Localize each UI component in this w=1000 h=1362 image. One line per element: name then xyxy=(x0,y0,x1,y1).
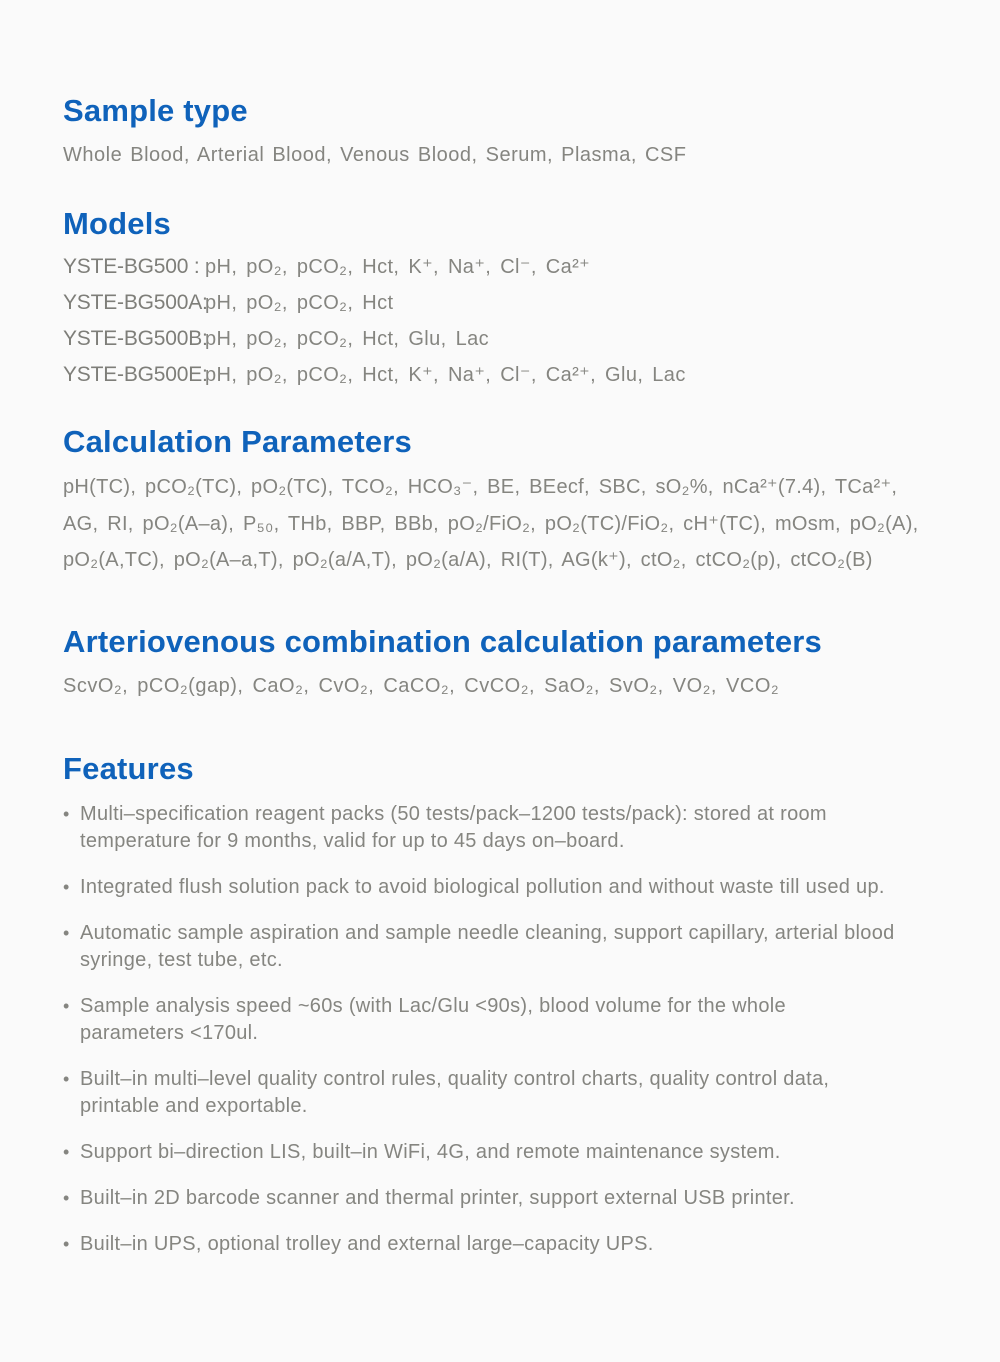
feature-line: temperature for 9 months, valid for up to 45 days on–board. xyxy=(80,829,625,852)
feature-bullet xyxy=(63,1231,970,1258)
features-list xyxy=(63,801,970,1258)
feature-bullet xyxy=(63,993,970,1047)
calculation-parameters-line: pO₂(A,TC), pO₂(A–a,T), pO₂(a/A,T), pO₂(a/A), RI(T), AG(k⁺), ctO₂, ctCO₂(p), ctCO₂(B) xyxy=(63,549,873,572)
feature-line: Multi–specification reagent packs (50 tests/pack–1200 tests/pack): stored at room xyxy=(80,802,827,825)
feature-line: Sample analysis speed ~60s (with Lac/Glu <90s), blood volume for the whole xyxy=(80,994,786,1017)
bullet-icon: • xyxy=(63,1141,70,1162)
feature-line: Support bi–direction LIS, built–in WiFi, 4G, and remote maintenance system. xyxy=(80,1140,781,1163)
feature-line: parameters <170ul. xyxy=(80,1021,259,1044)
section-title-arteriovenous: Arteriovenous combination calculation parameters xyxy=(63,623,822,659)
feature-bullet xyxy=(63,920,970,974)
feature-text xyxy=(80,1139,781,1166)
bullet-icon: • xyxy=(63,1187,70,1208)
section-title-calculation-parameters: Calculation Parameters xyxy=(63,424,412,460)
feature-text xyxy=(80,801,827,855)
feature-text xyxy=(80,920,895,974)
sample-type-body: Whole Blood, Arterial Blood, Venous Blood, Serum, Plasma, CSF xyxy=(63,144,687,167)
section-title-models: Models xyxy=(63,206,171,242)
feature-bullet xyxy=(63,1139,970,1166)
arteriovenous-parameters: ScvO₂, pCO₂(gap), CaO₂, CvO₂, CaCO₂, CvCO₂, SaO₂, SvO₂, VO₂, VCO₂ xyxy=(63,674,780,697)
bullet-icon: • xyxy=(63,995,70,1016)
model-name: YSTE-BG500E: xyxy=(63,363,208,387)
feature-line: syringe, test tube, etc. xyxy=(80,948,283,971)
feature-bullet xyxy=(63,1185,970,1212)
bullet-icon: • xyxy=(63,1233,70,1254)
feature-text xyxy=(80,1231,654,1258)
feature-line: Built–in 2D barcode scanner and thermal printer, support external USB printer. xyxy=(80,1186,795,1209)
model-params: pH, pO₂, pCO₂, Hct, K⁺, Na⁺, Cl⁻, Ca²⁺, Glu, Lac xyxy=(205,364,686,387)
calculation-parameters-list xyxy=(63,469,970,579)
model-row xyxy=(63,321,970,357)
feature-bullet xyxy=(63,801,970,855)
feature-line: Built–in multi–level quality control rules, quality control charts, quality control data, xyxy=(80,1067,830,1090)
calculation-parameters-line: pH(TC), pCO₂(TC), pO₂(TC), TCO₂, HCO₃⁻, BE, BEecf, SBC, sO₂%, nCa²⁺(7.4), TCa²⁺, xyxy=(63,476,898,499)
model-row xyxy=(63,285,970,321)
model-params: pH, pO₂, pCO₂, Hct, K⁺, Na⁺, Cl⁻, Ca²⁺ xyxy=(205,256,591,279)
section-title-features: Features xyxy=(63,750,194,786)
feature-bullet xyxy=(63,1066,970,1120)
feature-text xyxy=(80,874,885,901)
feature-text xyxy=(80,1185,795,1212)
model-row xyxy=(63,357,970,393)
feature-text xyxy=(80,993,786,1047)
bullet-icon: • xyxy=(63,876,70,897)
bullet-icon: • xyxy=(63,922,70,943)
feature-line: printable and exportable. xyxy=(80,1094,308,1117)
model-name: YSTE-BG500B: xyxy=(63,327,208,351)
model-params: pH, pO₂, pCO₂, Hct, Glu, Lac xyxy=(205,328,490,351)
model-row xyxy=(63,249,970,285)
feature-line: Automatic sample aspiration and sample needle cleaning, support capillary, arterial blood xyxy=(80,921,895,944)
model-name: YSTE-BG500 : xyxy=(63,255,200,279)
section-title-sample-type: Sample type xyxy=(63,93,248,128)
model-name: YSTE-BG500A: xyxy=(63,291,208,315)
feature-text xyxy=(80,1066,829,1120)
feature-line: Built–in UPS, optional trolley and external large–capacity UPS. xyxy=(80,1232,654,1255)
feature-line: Integrated flush solution pack to avoid biological pollution and without waste till used up. xyxy=(80,875,885,898)
calculation-parameters-line: AG, RI, pO₂(A–a), P₅₀, THb, BBP, BBb, pO₂/FiO₂, pO₂(TC)/FiO₂, cH⁺(TC), mOsm, pO₂(A), xyxy=(63,512,919,535)
model-params: pH, pO₂, pCO₂, Hct xyxy=(205,292,394,315)
feature-bullet xyxy=(63,874,970,901)
models-list xyxy=(63,249,970,393)
bullet-icon: • xyxy=(63,803,70,824)
bullet-icon: • xyxy=(63,1068,70,1089)
